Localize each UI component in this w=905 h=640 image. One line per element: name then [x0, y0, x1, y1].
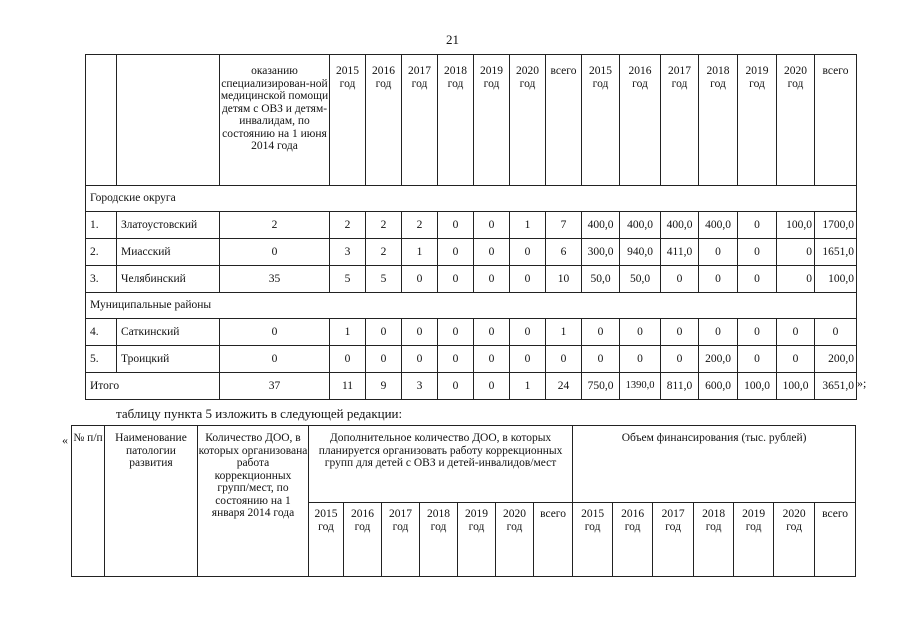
- cell: 0: [777, 266, 815, 293]
- cell: 300,0: [582, 239, 620, 266]
- opening-quote: «: [62, 433, 68, 447]
- table-row: [86, 319, 857, 346]
- row-name: Саткинский: [117, 319, 220, 346]
- cell: 0: [699, 266, 738, 293]
- itogo-row: [86, 373, 857, 400]
- cell-total: 0: [546, 346, 582, 373]
- cell: 0: [510, 239, 546, 266]
- cell: 100,0: [777, 373, 815, 400]
- row-count: 2: [220, 212, 330, 239]
- cell: 2: [366, 239, 402, 266]
- header-year: 2017 год: [653, 503, 694, 577]
- cell: 0: [738, 319, 777, 346]
- table-row: [86, 212, 857, 239]
- header-cell-empty: [86, 55, 117, 186]
- row-count: 0: [220, 239, 330, 266]
- header-cell-empty: [117, 55, 220, 186]
- header-name: Наименование патологии развития: [105, 426, 198, 577]
- cell: 0: [366, 346, 402, 373]
- cell: 0: [474, 212, 510, 239]
- cell: 0: [699, 239, 738, 266]
- header-count: Количество ДОО, в которых организована работа коррекционных групп/мест, по состоянию на 1 января 2014 года: [198, 426, 309, 577]
- cell-total: 0: [815, 319, 857, 346]
- cell: 0: [738, 239, 777, 266]
- header-year: 2019 год: [474, 55, 510, 186]
- header-num: № п/п: [72, 426, 105, 577]
- page-number: 21: [446, 32, 459, 47]
- cell: 0: [661, 346, 699, 373]
- cell: 0: [438, 212, 474, 239]
- header-year: 2016 год: [620, 55, 661, 186]
- cell: 0: [438, 266, 474, 293]
- header-year: 2018 год: [694, 503, 734, 577]
- cell-total: 1700,0: [815, 212, 857, 239]
- cell: 1: [402, 239, 438, 266]
- header-year: 2016 год: [613, 503, 653, 577]
- header-total: всего: [534, 503, 573, 577]
- cell: 1: [330, 319, 366, 346]
- cell: 0: [777, 346, 815, 373]
- row-count: 0: [220, 319, 330, 346]
- cell: 0: [474, 266, 510, 293]
- cell: 400,0: [699, 212, 738, 239]
- header-year: 2019 год: [734, 503, 774, 577]
- cell-total: 10: [546, 266, 582, 293]
- cell: 5: [366, 266, 402, 293]
- cell: 0: [438, 346, 474, 373]
- cell-total: 3651,0: [815, 373, 857, 400]
- cell-total: 24: [546, 373, 582, 400]
- cell: 0: [582, 346, 620, 373]
- cell: 2: [330, 212, 366, 239]
- cell: 0: [738, 212, 777, 239]
- cell: 3: [402, 373, 438, 400]
- header-year: 2015 год: [309, 503, 344, 577]
- cell: 400,0: [661, 212, 699, 239]
- cell: 0: [438, 239, 474, 266]
- intro-text: таблицу пункта 5 изложить в следующей редакции:: [116, 406, 403, 421]
- cell: 0: [661, 319, 699, 346]
- header-year: 2016 год: [366, 55, 402, 186]
- row-number: 5.: [86, 346, 117, 373]
- cell: 600,0: [699, 373, 738, 400]
- table-header-row: [72, 426, 856, 503]
- cell: 1: [510, 212, 546, 239]
- row-count: 35: [220, 266, 330, 293]
- cell: 811,0: [661, 373, 699, 400]
- row-name: Златоустовский: [117, 212, 220, 239]
- header-year: 2015 год: [330, 55, 366, 186]
- header-year: 2018 год: [438, 55, 474, 186]
- regions-table: [85, 54, 857, 400]
- cell: 0: [582, 319, 620, 346]
- header-year: 2020 год: [510, 55, 546, 186]
- cell: 100,0: [738, 373, 777, 400]
- header-group-additional: Дополнительное количество ДОО, в которых планируется организовать работу коррекционных групп для детей с ОВЗ и детей-инвалидов/мест: [309, 426, 573, 503]
- table-row: [86, 266, 857, 293]
- header-count-col: оказанию специализирован-ной медицинской помощи детям с ОВЗ и детям-инвалидам, по состоянию на 1 июня 2014 года: [220, 55, 330, 186]
- header-year: 2017 год: [402, 55, 438, 186]
- cell: 0: [402, 319, 438, 346]
- itogo-count: 37: [220, 373, 330, 400]
- cell: 400,0: [620, 212, 661, 239]
- cell: 0: [510, 346, 546, 373]
- cell: 50,0: [582, 266, 620, 293]
- cell: 0: [620, 319, 661, 346]
- cell: 9: [366, 373, 402, 400]
- cell: 400,0: [582, 212, 620, 239]
- cell-total: 100,0: [815, 266, 857, 293]
- row-number: 4.: [86, 319, 117, 346]
- section-title: Городские округа: [86, 186, 857, 212]
- cell: 750,0: [582, 373, 620, 400]
- cell: 0: [330, 346, 366, 373]
- cell: 0: [620, 346, 661, 373]
- cell: 0: [474, 346, 510, 373]
- cell: 0: [777, 319, 815, 346]
- cell: 0: [699, 319, 738, 346]
- header-year: 2020 год: [496, 503, 534, 577]
- cell: 1390,0: [620, 373, 661, 400]
- row-name: Троицкий: [117, 346, 220, 373]
- cell: 0: [438, 373, 474, 400]
- header-total: всего: [546, 55, 582, 186]
- header-total: всего: [815, 55, 857, 186]
- header-year: 2017 год: [661, 55, 699, 186]
- cell-total: 1: [546, 319, 582, 346]
- header-year: 2020 год: [774, 503, 815, 577]
- cell: 2: [402, 212, 438, 239]
- cell-total: 1651,0: [815, 239, 857, 266]
- cell: 0: [474, 319, 510, 346]
- cell: 1: [510, 373, 546, 400]
- cell: 411,0: [661, 239, 699, 266]
- row-number: 3.: [86, 266, 117, 293]
- cell: 0: [474, 373, 510, 400]
- section-row: [86, 293, 857, 319]
- header-year: 2018 год: [420, 503, 458, 577]
- cell: 3: [330, 239, 366, 266]
- header-year: 2019 год: [738, 55, 777, 186]
- table-row: [86, 239, 857, 266]
- cell: 0: [402, 266, 438, 293]
- cell: 0: [738, 346, 777, 373]
- pathology-table: [71, 425, 856, 577]
- cell: 0: [402, 346, 438, 373]
- cell: 200,0: [699, 346, 738, 373]
- cell: 0: [474, 239, 510, 266]
- cell: 0: [510, 319, 546, 346]
- cell: 50,0: [620, 266, 661, 293]
- cell: 0: [661, 266, 699, 293]
- cell: 0: [366, 319, 402, 346]
- row-name: Миасский: [117, 239, 220, 266]
- header-year: 2016 год: [344, 503, 382, 577]
- closing-quote: »;: [857, 376, 867, 390]
- header-year: 2015 год: [573, 503, 613, 577]
- cell-total: 7: [546, 212, 582, 239]
- cell: 940,0: [620, 239, 661, 266]
- table-header-row: [86, 55, 857, 186]
- header-group-financing: Объем финансирования (тыс. рублей): [573, 426, 856, 503]
- header-year: 2015 год: [582, 55, 620, 186]
- cell: 2: [366, 212, 402, 239]
- header-year: 2018 год: [699, 55, 738, 186]
- row-number: 1.: [86, 212, 117, 239]
- header-year: 2019 год: [458, 503, 496, 577]
- section-title: Муниципальные районы: [86, 293, 857, 319]
- cell-total: 6: [546, 239, 582, 266]
- header-year: 2020 год: [777, 55, 815, 186]
- header-total: всего: [815, 503, 856, 577]
- cell: 0: [438, 319, 474, 346]
- itogo-label: Итого: [86, 373, 220, 400]
- cell: 5: [330, 266, 366, 293]
- row-count: 0: [220, 346, 330, 373]
- row-number: 2.: [86, 239, 117, 266]
- cell: 0: [738, 266, 777, 293]
- cell: 11: [330, 373, 366, 400]
- cell: 100,0: [777, 212, 815, 239]
- cell: 0: [510, 266, 546, 293]
- row-name: Челябинский: [117, 266, 220, 293]
- cell: 0: [777, 239, 815, 266]
- table-row: [86, 346, 857, 373]
- cell-total: 200,0: [815, 346, 857, 373]
- header-year: 2017 год: [382, 503, 420, 577]
- section-row: [86, 186, 857, 212]
